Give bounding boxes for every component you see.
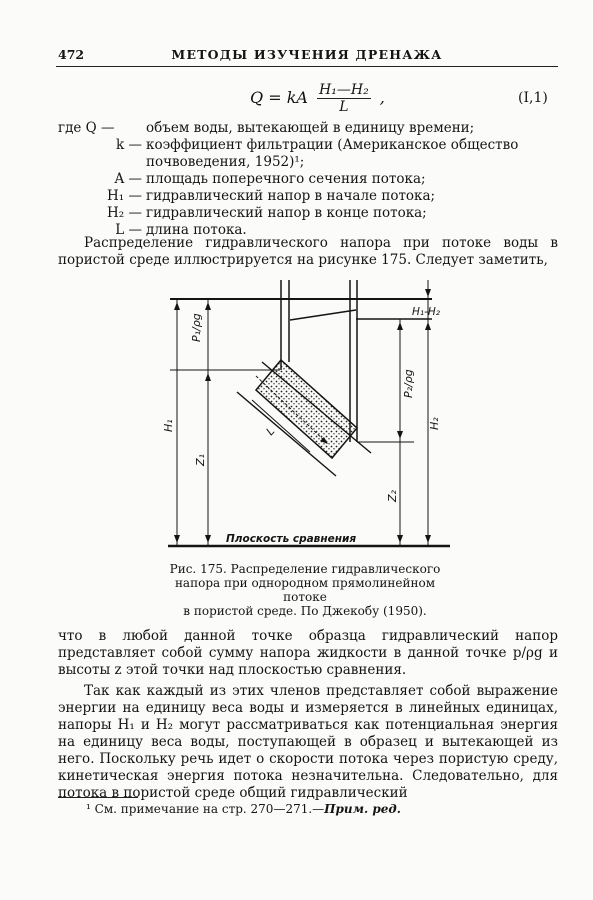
definition-row bbox=[58, 120, 558, 137]
paragraph-continuation: что в любой данной точке образца гидравлический напор представляет собой сумму напора жидкости в данной точке p/ρg и высоты z этой точки над плоскостью сравнения. bbox=[58, 628, 558, 678]
definition-term: L — bbox=[115, 222, 142, 238]
definition-desc: площадь поперечного сечения потока; bbox=[146, 171, 426, 187]
caption-line: напора при однородном прямолинейном потоке bbox=[174, 576, 436, 604]
label-datum-plane: Плоскость сравнения bbox=[226, 533, 357, 545]
page-header bbox=[56, 44, 558, 67]
footnote-mark: ¹ bbox=[86, 802, 91, 816]
caption-line: в пористой среде. По Джекобу (1950). bbox=[183, 604, 427, 618]
definition-row bbox=[58, 205, 558, 222]
paragraph-energy-text: Так как каждый из этих членов представляет собой выражение энергии на единицу веса воды и измеряется в линейных единицах, напоры H₁ и H₂ могут рассматриваться как потенциальная энергия на единицу веса воды, поступающей в образец и вытекающей из него. Поскольку речь идет о скорости потока через пористую среду, кинетическая энергия потока незначительна. Следовательно, для потока в пористой среде общий гидравлический bbox=[58, 683, 558, 801]
label-l: L bbox=[263, 424, 278, 439]
definition-term: A — bbox=[114, 171, 142, 187]
arrow-icon bbox=[397, 322, 403, 330]
definition-row bbox=[58, 171, 558, 188]
formula bbox=[250, 82, 385, 115]
arrow-icon bbox=[174, 302, 180, 310]
formula-numerator: H₁—H₂ bbox=[319, 82, 369, 98]
label-h1: H₁ bbox=[162, 419, 175, 432]
footnote bbox=[86, 802, 401, 816]
definition-row bbox=[58, 137, 558, 171]
head-distribution-figure bbox=[160, 280, 460, 560]
head-loss-line bbox=[290, 310, 356, 320]
arrow-icon bbox=[205, 535, 211, 543]
formula-lhs: Q = kA bbox=[250, 88, 308, 107]
definition-row bbox=[58, 188, 558, 205]
arrow-icon bbox=[205, 373, 211, 381]
label-h2: H₂ bbox=[428, 417, 441, 430]
label-z2: Z₂ bbox=[386, 490, 399, 502]
formula-fraction bbox=[317, 82, 371, 115]
definition-term: H₂ — bbox=[107, 205, 142, 221]
paragraph-energy bbox=[58, 683, 558, 802]
page-number: 472 bbox=[58, 47, 85, 62]
equation-number: (I,1) bbox=[518, 90, 548, 106]
figure-caption bbox=[160, 562, 450, 618]
definition-term: где Q — bbox=[58, 120, 115, 136]
arrow-icon bbox=[397, 535, 403, 543]
definition-desc: длина потока. bbox=[146, 222, 247, 238]
definition-term: k — bbox=[116, 137, 142, 153]
footnote-text: См. примечание на стр. 270—271.— bbox=[94, 802, 325, 816]
arrow-icon bbox=[174, 535, 180, 543]
formula-denominator: L bbox=[339, 99, 349, 115]
arrow-icon bbox=[425, 289, 431, 297]
footnote-editor-note: Прим. ред. bbox=[324, 802, 401, 816]
arrow-icon bbox=[425, 535, 431, 543]
label-p1-pg: P₁/ρg bbox=[190, 313, 203, 342]
caption-line: Рис. 175. Распределение гидравлического bbox=[169, 562, 441, 576]
definition-desc: коэффициент фильтрации (Американское общество почвоведения, 1952)¹; bbox=[146, 137, 519, 170]
label-p2-pg: P₂/ρg bbox=[402, 369, 415, 398]
paragraph-intro-text: Распределение гидравлического напора при потоке воды в пористой среде иллюстрируется на рисунке 175. Следует заметить, bbox=[58, 235, 558, 268]
label-z1: Z₁ bbox=[194, 454, 207, 466]
arrow-icon bbox=[397, 431, 403, 439]
definition-desc: гидравлический напор в конце потока; bbox=[146, 205, 427, 221]
paragraph-intro bbox=[58, 235, 558, 269]
definition-term: H₁ — bbox=[107, 188, 142, 204]
porous-sample bbox=[256, 360, 357, 458]
arrow-icon bbox=[205, 302, 211, 310]
formula-tail: , bbox=[379, 88, 385, 107]
definition-desc: гидравлический напор в начале потока; bbox=[146, 188, 436, 204]
definition-list bbox=[58, 120, 558, 239]
label-h1-minus-h2: H₁-H₂ bbox=[412, 306, 440, 318]
definition-desc: объем воды, вытекающей в единицу времени; bbox=[146, 120, 475, 136]
arrow-icon bbox=[425, 322, 431, 330]
running-title: МЕТОДЫ ИЗУЧЕНИЯ ДРЕНАЖА bbox=[171, 47, 443, 62]
footnote-divider bbox=[58, 797, 138, 798]
